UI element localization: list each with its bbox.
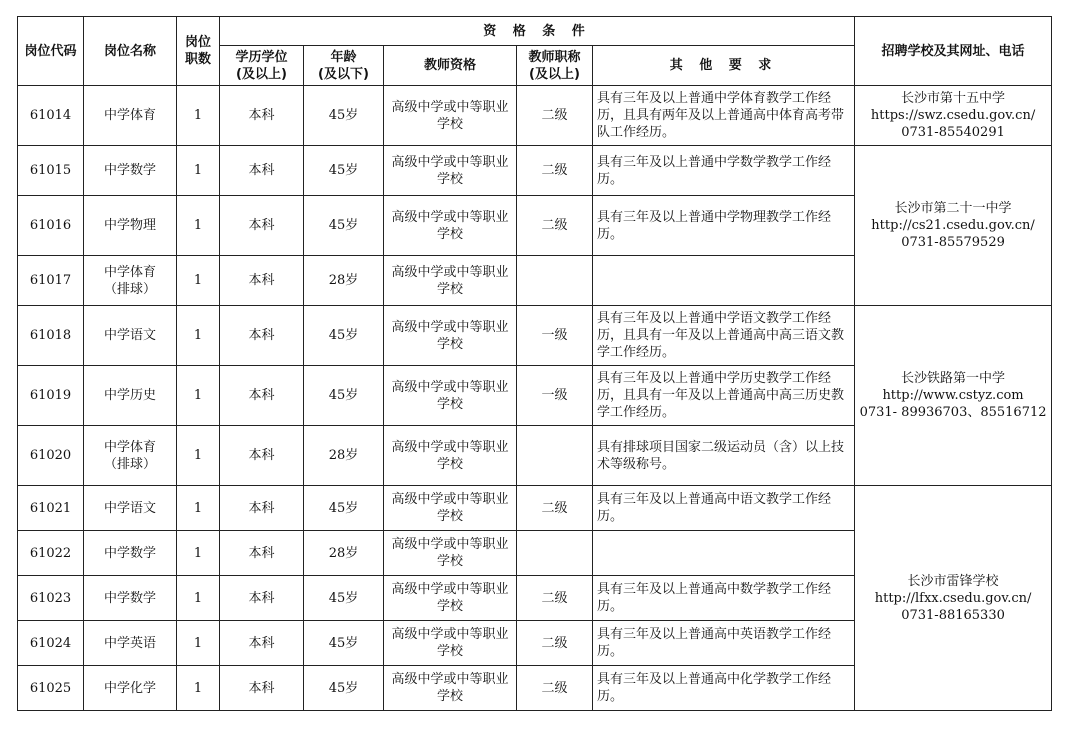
cell-age: 45岁 (304, 146, 384, 196)
cell-age: 45岁 (304, 621, 384, 666)
cell-age: 28岁 (304, 531, 384, 576)
cell-name: 中学体育 （排球） (84, 256, 177, 306)
cell-title: 二级 (517, 86, 593, 146)
cell-age: 45岁 (304, 196, 384, 256)
cell-education: 本科 (220, 621, 304, 666)
cell-teacher-cert: 高级中学或中等职业学校 (384, 666, 517, 711)
cell-title (517, 426, 593, 486)
school-url[interactable]: http://lfxx.csedu.gov.cn/ (874, 590, 1032, 606)
cell-other: 具有三年及以上普通中学历史教学工作经历，且具有一年及以上普通高中高三历史教学工作经历。 (593, 366, 855, 426)
cell-age: 28岁 (304, 426, 384, 486)
cell-title: 二级 (517, 146, 593, 196)
cell-name: 中学数学 (84, 146, 177, 196)
cell-education: 本科 (220, 426, 304, 486)
cell-name: 中学体育 （排球） (84, 426, 177, 486)
header-count (177, 17, 220, 86)
cell-teacher-cert: 高级中学或中等职业学校 (384, 486, 517, 531)
cell-name: 中学体育 (84, 86, 177, 146)
cell-teacher-cert: 高级中学或中等职业学校 (384, 621, 517, 666)
cell-count: 1 (177, 531, 220, 576)
cell-code: 61016 (18, 196, 84, 256)
cell-code: 61023 (18, 576, 84, 621)
header-code: 岗位代码 (18, 17, 84, 86)
school-name: 长沙市第二十一中学 (894, 201, 1012, 216)
cell-count: 1 (177, 306, 220, 366)
school-url[interactable]: https://swz.csedu.gov.cn/ (870, 108, 1036, 123)
cell-other: 具有三年及以上普通中学数学教学工作经历。 (593, 146, 855, 196)
cell-education: 本科 (220, 196, 304, 256)
cell-other: 具有三年及以上普通中学语文教学工作经历，且具有一年及以上普通高中高三语文教学工作经历。 (593, 306, 855, 366)
school-cell (855, 86, 1052, 146)
cell-age: 45岁 (304, 366, 384, 426)
cell-code: 61017 (18, 256, 84, 306)
header-teacher-cert: 教师资格 (384, 46, 517, 86)
cell-count: 1 (177, 196, 220, 256)
cell-education: 本科 (220, 576, 304, 621)
header-title-line1: 教师职称 (528, 49, 581, 65)
header-education-line2: (及以上) (236, 66, 287, 82)
header-education (220, 46, 304, 86)
cell-name: 中学语文 (84, 306, 177, 366)
school-name: 长沙铁路第一中学 (901, 371, 1006, 386)
cell-code: 61021 (18, 486, 84, 531)
cell-count: 1 (177, 86, 220, 146)
cell-teacher-cert: 高级中学或中等职业学校 (384, 196, 517, 256)
cell-code: 61014 (18, 86, 84, 146)
cell-education: 本科 (220, 666, 304, 711)
header-age-line1: 年龄 (330, 49, 357, 65)
cell-name: 中学英语 (84, 621, 177, 666)
cell-name: 中学历史 (84, 366, 177, 426)
cell-age: 45岁 (304, 306, 384, 366)
school-phone: 0731- 89936703、85516712 (859, 405, 1047, 420)
cell-teacher-cert: 高级中学或中等职业学校 (384, 306, 517, 366)
cell-title: 二级 (517, 486, 593, 531)
cell-education: 本科 (220, 531, 304, 576)
cell-teacher-cert: 高级中学或中等职业学校 (384, 366, 517, 426)
recruitment-table (17, 16, 1052, 711)
cell-other: 具有三年及以上普通高中数学教学工作经历。 (593, 576, 855, 621)
cell-teacher-cert: 高级中学或中等职业学校 (384, 576, 517, 621)
cell-education: 本科 (220, 86, 304, 146)
school-cell (855, 306, 1052, 486)
header-count-line1: 岗位 (184, 35, 211, 50)
cell-name: 中学数学 (84, 576, 177, 621)
cell-code: 61024 (18, 621, 84, 666)
cell-education: 本科 (220, 366, 304, 426)
cell-count: 1 (177, 366, 220, 426)
cell-count: 1 (177, 426, 220, 486)
school-cell (855, 146, 1052, 306)
header-education-line1: 学历学位 (235, 49, 288, 65)
cell-title: 二级 (517, 621, 593, 666)
header-qualifications: 资 格 条 件 (220, 17, 855, 46)
cell-title (517, 256, 593, 306)
school-name: 长沙市雷锋学校 (907, 573, 999, 589)
header-school: 招聘学校及其网址、电话 (855, 17, 1052, 86)
cell-code: 61020 (18, 426, 84, 486)
cell-name: 中学物理 (84, 196, 177, 256)
cell-name: 中学数学 (84, 531, 177, 576)
cell-other (593, 256, 855, 306)
school-url[interactable]: http://cs21.csedu.gov.cn/ (871, 218, 1035, 233)
header-count-line2: 职数 (184, 52, 211, 67)
header-title-line2: (及以上) (529, 66, 580, 82)
cell-age: 45岁 (304, 86, 384, 146)
cell-age: 45岁 (304, 486, 384, 531)
cell-code: 61022 (18, 531, 84, 576)
cell-age: 45岁 (304, 666, 384, 711)
cell-title (517, 531, 593, 576)
cell-count: 1 (177, 486, 220, 531)
school-name: 长沙市第十五中学 (901, 91, 1006, 106)
cell-age: 28岁 (304, 256, 384, 306)
school-phone: 0731-88165330 (901, 607, 1005, 623)
cell-teacher-cert: 高级中学或中等职业学校 (384, 426, 517, 486)
cell-other: 具有三年及以上普通高中语文教学工作经历。 (593, 486, 855, 531)
cell-title: 二级 (517, 576, 593, 621)
table-row (18, 86, 1052, 146)
cell-other: 具有三年及以上普通高中英语教学工作经历。 (593, 621, 855, 666)
cell-teacher-cert: 高级中学或中等职业学校 (384, 256, 517, 306)
cell-title: 二级 (517, 196, 593, 256)
cell-code: 61025 (18, 666, 84, 711)
cell-teacher-cert: 高级中学或中等职业学校 (384, 146, 517, 196)
cell-title: 一级 (517, 366, 593, 426)
cell-education: 本科 (220, 146, 304, 196)
header-age-line2: (及以下) (318, 66, 369, 82)
cell-age: 45岁 (304, 576, 384, 621)
cell-name: 中学语文 (84, 486, 177, 531)
table-row (18, 146, 1052, 196)
table-row (18, 486, 1052, 531)
cell-code: 61015 (18, 146, 84, 196)
school-phone: 0731-85540291 (901, 125, 1005, 140)
cell-count: 1 (177, 146, 220, 196)
cell-education: 本科 (220, 486, 304, 531)
cell-teacher-cert: 高级中学或中等职业学校 (384, 86, 517, 146)
cell-other: 具有排球项目国家二级运动员（含）以上技术等级称号。 (593, 426, 855, 486)
cell-other (593, 531, 855, 576)
cell-count: 1 (177, 256, 220, 306)
cell-name: 中学化学 (84, 666, 177, 711)
table-row (18, 306, 1052, 366)
cell-education: 本科 (220, 306, 304, 366)
cell-other: 具有三年及以上普通中学物理教学工作经历。 (593, 196, 855, 256)
cell-count: 1 (177, 666, 220, 711)
cell-count: 1 (177, 576, 220, 621)
cell-count: 1 (177, 621, 220, 666)
cell-title: 二级 (517, 666, 593, 711)
cell-other: 具有三年及以上普通高中化学教学工作经历。 (593, 666, 855, 711)
header-other: 其 他 要 求 (593, 46, 855, 86)
cell-other: 具有三年及以上普通中学体育教学工作经历，且具有两年及以上普通高中体育高考带队工作经历。 (593, 86, 855, 146)
school-cell (855, 486, 1052, 711)
school-url[interactable]: http://www.cstyz.com (882, 388, 1024, 403)
cell-code: 61018 (18, 306, 84, 366)
cell-teacher-cert: 高级中学或中等职业学校 (384, 531, 517, 576)
header-name: 岗位名称 (84, 17, 177, 86)
header-age (304, 46, 384, 86)
header-title (517, 46, 593, 86)
cell-title: 一级 (517, 306, 593, 366)
cell-code: 61019 (18, 366, 84, 426)
cell-education: 本科 (220, 256, 304, 306)
school-phone: 0731-85579529 (901, 235, 1005, 250)
